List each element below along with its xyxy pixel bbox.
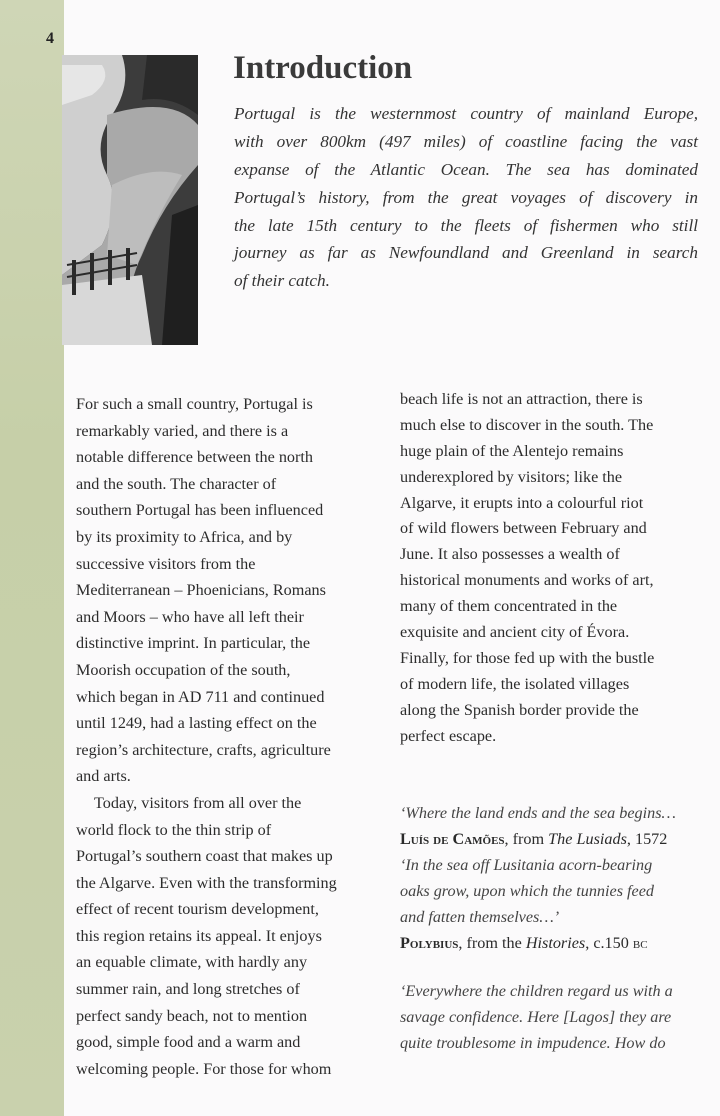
body-right-column (400, 387, 700, 749)
text-line: perfect sandy beach, not to mention (76, 1006, 308, 1025)
quote-work: Histories (525, 934, 586, 952)
text-line: until 1249, had a lasting effect on the (76, 714, 317, 733)
quote-text: quite troublesome in impudence. How do (400, 1034, 666, 1052)
text-line: of wild flowers between February and (400, 519, 647, 538)
text-line: Algarve, it erupts into a colourful riot (400, 493, 644, 512)
text-line: and the south. The character of (76, 474, 277, 493)
quote-text: ‘Everywhere the children regard us with a (400, 982, 673, 1000)
body-left-column (76, 391, 376, 1082)
text-line: world flock to the thin strip of (76, 820, 272, 839)
text-line: For such a small country, Portugal is (76, 395, 313, 413)
quote-era: bc (632, 934, 648, 952)
page-number: 4 (46, 30, 54, 47)
text-line: which began in AD 711 and continued (76, 687, 325, 706)
text-line: and Moors – who have all left their (76, 607, 304, 626)
quote-attribution (400, 826, 705, 852)
text-line: Moorish occupation of the south, (76, 660, 291, 679)
text-line: summer rain, and long stretches of (76, 980, 300, 999)
text-line: huge plain of the Alentejo remains (400, 441, 624, 460)
text-line: region’s architecture, crafts, agriculture (76, 740, 331, 759)
quote-text: ‘Where the land ends and the sea begins… (400, 804, 676, 822)
text-line: expanse of the Atlantic Ocean. The sea has dominated (234, 159, 698, 179)
text-line: the Algarve. Even with the transforming (76, 873, 337, 892)
text-line: good, simple food and a warm and (76, 1033, 301, 1052)
quote-text: oaks grow, upon which the tunnies feed (400, 882, 655, 900)
text-line: of their catch. (234, 271, 330, 291)
quote-work: The Lusiads (548, 830, 627, 848)
quote-text: and fatten themselves…’ (400, 908, 560, 926)
quote-text: savage confidence. Here [Lagos] they are (400, 1008, 672, 1026)
quote-author: Polybius (400, 934, 459, 952)
text-line: Mediterranean – Phoenicians, Romans (76, 581, 326, 600)
quote-polybius (400, 852, 705, 956)
quote-date: , 1572 (626, 830, 668, 848)
quote-date: , c.150 (585, 934, 633, 952)
text-line: perfect escape. (400, 726, 497, 745)
text-line: exquisite and ancient city of Évora. (400, 623, 630, 642)
text-line: southern Portugal has been influenced (76, 501, 324, 520)
text-line: with over 800km (497 miles) of coastline facing the vast (234, 131, 698, 151)
quote-author: Luís de Camões (400, 830, 505, 848)
text-line: Today, visitors from all over the (94, 793, 302, 812)
text-line: June. It also possesses a wealth of (400, 545, 620, 564)
text-line: remarkably varied, and there is a (76, 421, 289, 440)
intro-paragraph (234, 100, 698, 295)
text-line: Portugal’s history, from the great voyages of discovery in (234, 187, 698, 207)
attribution-from: , from (504, 830, 549, 848)
text-line: historical monuments and works of art, (400, 571, 654, 590)
text-line: Portugal’s southern coast that makes up (76, 847, 333, 866)
text-line: by its proximity to Africa, and by (76, 527, 293, 546)
text-line: journey as far as Newfoundland and Greenland in search (234, 243, 698, 263)
text-line: notable difference between the north (76, 448, 314, 467)
text-line: welcoming people. For those for whom (76, 1059, 332, 1078)
quote-attribution (400, 930, 705, 956)
attribution-from: , from the (458, 934, 526, 952)
text-line: Finally, for those fed up with the bustle (400, 648, 655, 667)
text-line: an equable climate, with hardly any (76, 953, 308, 972)
quote-camoes (400, 800, 705, 852)
text-line: much else to discover in the south. The (400, 415, 654, 434)
quote-lagos (400, 978, 705, 1056)
text-line: effect of recent tourism development, (76, 900, 319, 919)
text-line: along the Spanish border provide the (400, 700, 639, 719)
coastal-cliff-photo (62, 55, 198, 345)
text-line: beach life is not an attraction, there is (400, 390, 643, 408)
text-line: successive visitors from the (76, 554, 256, 573)
text-line: the late 15th century to the fleets of fishermen who still (234, 215, 698, 235)
text-line: underexplored by visitors; like the (400, 467, 623, 486)
text-line: many of them concentrated in the (400, 597, 618, 616)
text-line: this region retains its appeal. It enjoys (76, 926, 322, 945)
page-title: Introduction (233, 50, 413, 86)
text-line: of modern life, the isolated villages (400, 674, 630, 693)
green-margin-strip (0, 0, 64, 1116)
text-line: Portugal is the westernmost country of mainland Europe, (234, 104, 698, 123)
quote-text: ‘In the sea off Lusitania acorn-bearing (400, 856, 653, 874)
text-line: distinctive imprint. In particular, the (76, 634, 311, 653)
text-line: and arts. (76, 767, 131, 786)
